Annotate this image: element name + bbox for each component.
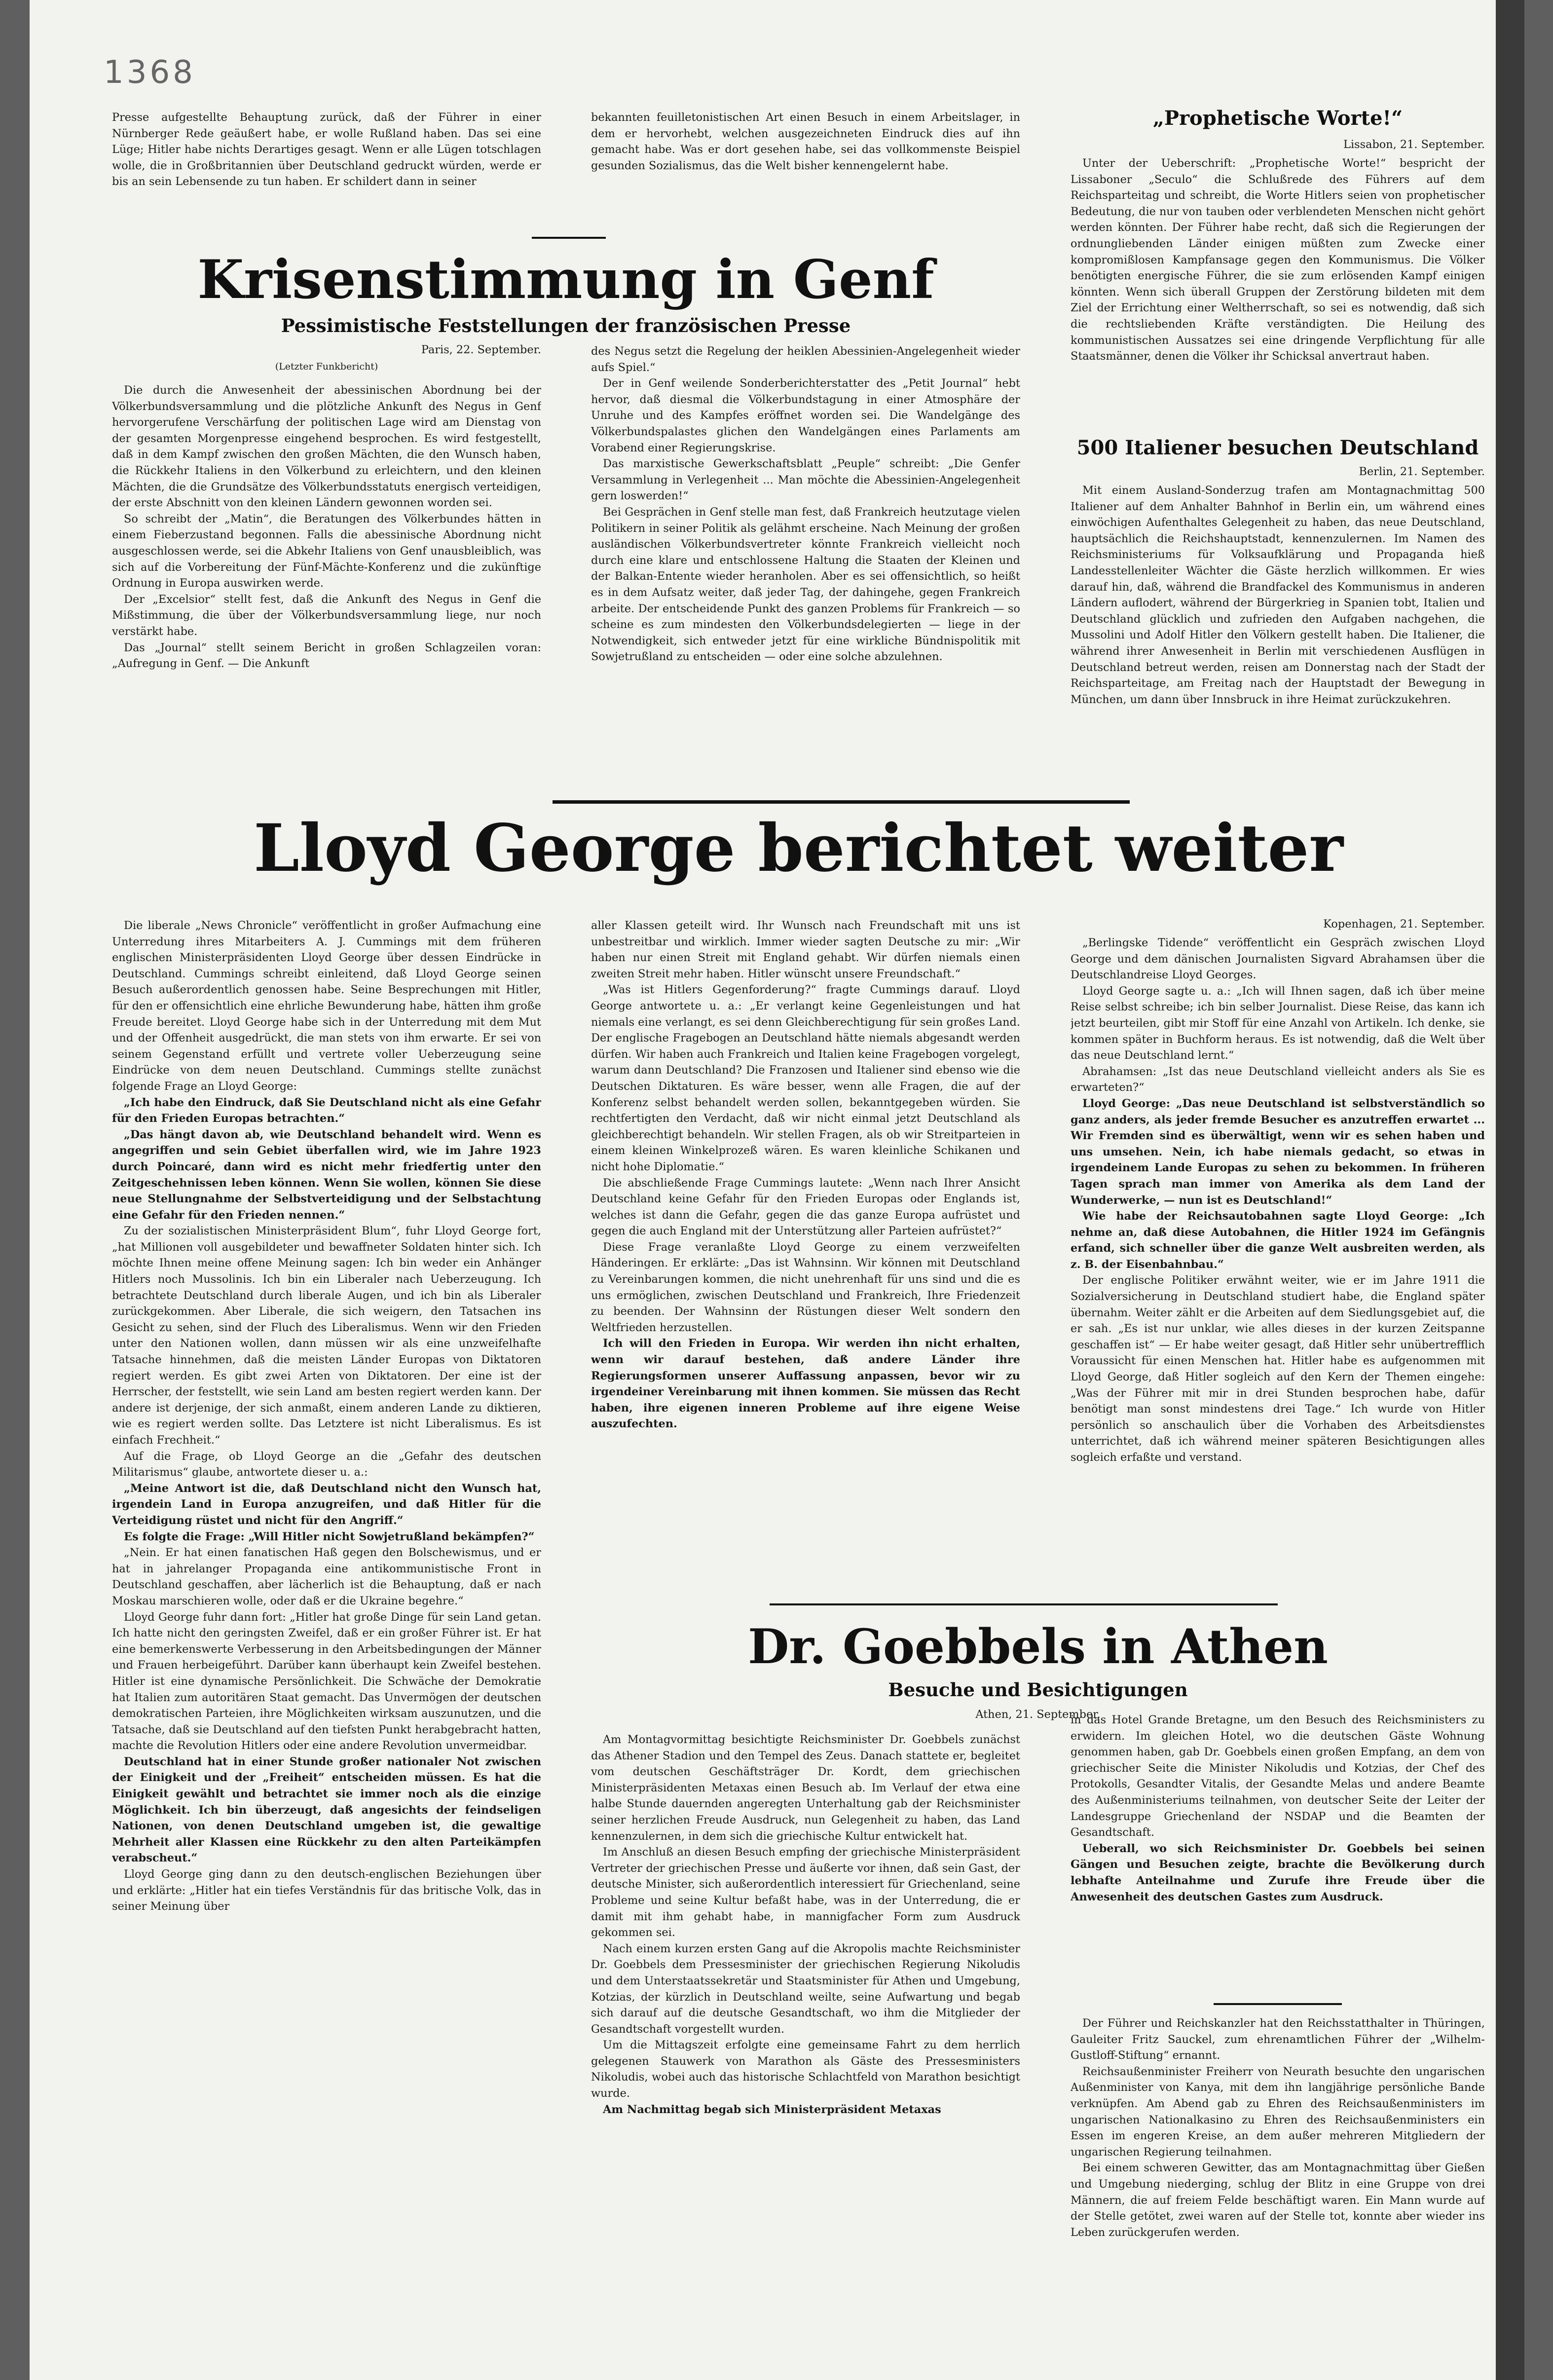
paragraph: Bei Gesprächen in Genf stelle man fest, daß Frankreich heutzutage vielen Politikern in seiner Politik als gelähmt erscheine. Nach Meinung der großen ausländischen Völkerbundsvertreter könnte Frankreich vielleicht noch durch eine klare und entschlossene Haltung die Staaten der Kleinen und der Balkan-Entente wieder heranholen. Aber es sei offensichtlich, so heißt es in dem Aufsatz weiter, daß jeder Tag, der dahingehe, gegen Frankreich arbeite. Der entscheidende Punkt des ganzen Problems für Frankreich — so scheine es zum mindesten den Völkerbundsdelegierten — liege in der Notwendigkeit, sich entweder jetzt für eine wirkliche Bündnispolitik mit Sowjetrußland zu entscheiden — oder eine solche abzulehnen. <box>591 505 1020 664</box>
paragraph: bekannten feuilletonistischen Art einen Besuch in einem Arbeitslager, in dem er hervorhebt, welchen ausgezeichneten Eindruck dies auf ihn gemacht habe. Was er dort gesehen habe, sei das vollkommenste Beispiel gesunden Sozialismus, das die Welt bisher kennengelernt habe. <box>591 111 1020 172</box>
paragraph: Lloyd George fuhr dann fort: „Hitler hat große Dinge für sein Land getan. Ich hatte nicht den geringsten Zweifel, daß er ein großer Führer ist. Er hat eine bemerkenswerte Verbesserung in den Arbeitsbedingungen der Männer und Frauen herbeigeführt. Darüber kann überhaupt kein Zweifel bestehen. Hitler ist eine dynamische Persönlichkeit. Die Schwäche der Demokratie hat Italien zum autoritären Staat gemacht. Das Unvermögen der deutschen demokratischen Parteien, ihre Möglichkeiten wirksam auszunutzen, und die Tatsache, daß sie Deutschland auf den tiefsten Punkt herabgebracht hatten, machte die Revolution Hitlers oder eine andere Revolution unvermeidbar. <box>112 1610 541 1752</box>
lloyd-column-2 <box>591 918 1020 1569</box>
divider-rule <box>1214 2003 1342 2005</box>
paragraph: Unter der Ueberschrift: „Prophetische Worte!“ bespricht der Lissaboner „Seculo“ die Schlußrede des Führers auf dem Reichsparteitag und schreibt, die Worte Hitlers seien von prophetischer Bedeutung, die nur von tauben oder verblendeten Menschen nicht gehört werden könnten. Der Führer habe recht, daß sich die Regierungen der ordnungliebenden Länder einigen müßten zum Zwecke einer kompromißlosen Kampfansage gegen den Kommunismus. Die Völker benötigten energische Führer, die sie zum erlösenden Kampf einigen könnten. Wenn sich überall Gruppen der Zerstörung bildeten mit dem Ziel der Errichtung einer Weltherrschaft, so sei es notwendig, daß sich die rechtsliebenden Kräfte verständigten. Die Heilung des kommunistischen Aussatzes sei eine dringende Verpflichtung für alle Staatsmänner, denen die Völker ihr Schicksal anvertraut haben. <box>1071 157 1485 363</box>
paragraph: Der in Genf weilende Sonderberichterstatter des „Petit Journal“ hebt hervor, daß diesmal die Völkerbundstagung in einer Atmosphäre der Unruhe und des Kampfes eröffnet worden sei. Die Wandelgänge des Völkerbundspalastes glichen den Wandelgängen eines Parlaments am Vorabend einer Regierungskrise. <box>591 377 1020 454</box>
paragraph: Diese Frage veranlaßte Lloyd George zu einem verzweifelten Händeringen. Er erklärte: „Das ist Wahnsinn. Wir können mit Deutschland zu Vereinbarungen kommen, die nicht unehrenhaft für uns sind und die es uns ermöglichen, zwischen Deutschland und Frankreich, Ihre Friedenzeit zu beenden. Der Wahnsinn der Rüstungen dieser Welt sondern den Weltfrieden herzustellen. <box>591 1240 1020 1334</box>
goebbels-column-1 <box>591 1732 1020 2274</box>
article-subheadline: Besuche und Besichtigungen <box>888 1679 1188 1701</box>
dateline: Athen, 21. September. <box>975 1708 1101 1721</box>
paragraph: „Das hängt davon ab, wie Deutschland behandelt wird. Wenn es angegriffen und sein Gebiet überfallen wird, wie im Jahre 1923 durch Poincaré, dann wird es nicht mehr friedfertig unter den Zeitgeschehnissen leben können. Wenn Sie wollen, können Sie diese neue Stellungnahme der Selbstverteidigung und der Selbstachtung eine Gefahr für den Frieden nennen.“ <box>112 1128 541 1222</box>
paragraph: Lloyd George: „Das neue Deutschland ist selbstverständlich so ganz anders, als jeder fremde Besucher es anzutreffen erwartet ... Wir Fremden sind es überwältigt, wenn wir es sehen haben und uns umsehen. Nein, ich habe niemals gedacht, so etwas in irgendeinem Lande Europas zu sehen zu bekommen. In früheren Tagen sprach man immer von Amerika als dem Land der Wunderwerke, — nun ist es Deutschland!“ <box>1071 1097 1485 1207</box>
report-note: (Letzter Funkbericht) <box>275 361 378 372</box>
paragraph: Das „Journal“ stellt seinem Bericht in großen Schlagzeilen voran: „Aufregung in Genf. — Die Ankunft <box>112 641 541 670</box>
divider-rule <box>532 237 606 239</box>
article-headline: 500 Italiener besuchen Deutschland <box>1076 436 1479 459</box>
dateline: Lissabon, 21. September. <box>1343 138 1485 151</box>
paragraph: Am Montagvormittag besichtigte Reichsminister Dr. Goebbels zunächst das Athener Stadion und den Tempel des Zeus. Danach stattete er, begleitet vom deutschen Geschäftsträger Dr. Kordt, dem griechischen Ministerpräsidenten Metaxas einen Besuch ab. Im Verlauf der etwa eine halbe Stunde dauernden angeregten Unterhaltung gab der Reichsminister seiner herzlichen Freude Ausdruck, nun Gelegenheit zu haben, das Land kennenzulernen, in dem sich die griechische Kultur entwickelt hat. <box>591 1733 1020 1843</box>
paragraph: Die liberale „News Chronicle“ veröffentlicht in großer Aufmachung eine Unterredung ihres Mitarbeiters A. J. Cummings mit dem früheren englischen Ministerpräsidenten Lloyd George über dessen Eindrücke in Deutschland. Cummings schreibt einleitend, daß Lloyd George seinen Besuch außerordentlich genossen habe. Seine Besprechungen mit Hitler, für den er offensichtlich eine ehrliche Bewunderung habe, hätten ihm große Freude bereitet. Lloyd George habe sich in der Unterredung mit dem Mut und der Offenheit ausgedrückt, die man stets von ihm erwarte. Er sei von seinem Gegenstand erfüllt und vertrete voller Ueberzeugung seine Eindrücke von dem neuen Deutschland. Cummings stellte zunächst folgende Frage an Lloyd George: <box>112 919 541 1093</box>
paragraph: Um die Mittagszeit erfolgte eine gemeinsame Fahrt zu dem herrlich gelegenen Stauwerk von Marathon als Gäste des Pressesministers Nikoludis, wobei auch das historische Schlachtfeld von Marathon besichtigt wurde. <box>591 2039 1020 2100</box>
paragraph: Ueberall, wo sich Reichsminister Dr. Goebbels bei seinen Gängen und Besuchen zeigte, brachte die Bevölkerung durch lebhafte Anteilnahme und Zurufe ihre Freude über die Anwesenheit des deutschen Gastes zum Ausdruck. <box>1071 1842 1485 1903</box>
paragraph: Der Führer und Reichskanzler hat den Reichsstatthalter in Thüringen, Gauleiter Fritz Sauckel, zum ehrenamtlichen Führer der „Wilhelm-Gustloff-Stiftung“ ernannt. <box>1071 2017 1485 2062</box>
divider-rule <box>553 800 1130 804</box>
paragraph: Auf die Frage, ob Lloyd George an die „Gefahr des deutschen Militarismus“ glaube, antwortete dieser u. a.: <box>112 1450 541 1479</box>
paragraph: Wie habe der Reichsautobahnen sagte Lloyd George: „Ich nehme an, daß diese Autobahnen, die Hitler 1924 im Gefängnis erfand, sich schneller über die ganze Welt ausbreiten werden, als z. B. der Eisenbahnbau.“ <box>1071 1210 1485 1271</box>
top-continuation-column-1 <box>112 110 541 223</box>
paragraph: Nach einem kurzen ersten Gang auf die Akropolis machte Reichsminister Dr. Goebbels dem Pressesminister der griechischen Regierung Nikoludis und dem Unterstaatssekretär und Staatsminister für Athen und Umgebung, Kotzias, der kürzlich in Deutschland weilte, seine Aufwartung und begab sich darauf auf die deutsche Gesandtschaft, wo ihm die Mitglieder der Gesandtschaft vorgestellt wurden. <box>591 1942 1020 2036</box>
paragraph: „Berlingske Tidende“ veröffentlicht ein Gespräch zwischen Lloyd George und dem dänischen Journalisten Sigvard Abrahamsen über die Deutschlandreise Lloyd Georges. <box>1071 936 1485 982</box>
paragraph: aller Klassen geteilt wird. Ihr Wunsch nach Freundschaft mit uns ist unbestreitbar und wirklich. Immer wieder sagten Deutsche zu mir: „Wir haben nur einen Streit mit England gehabt. Wir dürfen niemals einen zweiten Streit mehr haben. Hitler wünscht unsere Freundschaft.“ <box>591 919 1020 980</box>
lloyd-column-3 <box>1071 935 1485 1594</box>
article-headline: Lloyd George berichtet weiter <box>254 810 1343 887</box>
krisen-column-1 <box>112 382 541 782</box>
paragraph: des Negus setzt die Regelung der heiklen Abessinien-Angelegenheit wieder aufs Spiel.“ <box>591 345 1020 374</box>
prophet-article-column <box>1071 155 1485 424</box>
paragraph: Die durch die Anwesenheit der abessinischen Abordnung bei der Völkerbundsversammlung und die plötzliche Ankunft des Negus in Genf hervorgerufene Verschärfung der politischen Lage wird am Dienstag von der gesamten Morgenpresse eingehend besprochen. Es wird festgestellt, daß in dem Kampf zwischen den großen Mächten, die den Wunsch haben, die Rückkehr Italiens in den Völkerbund zu erleichtern, und den kleinen Mächten, die die Grundsätze des Völkerbundsstatuts energisch verteidigen, der erste Abschnitt von den kleinen Ländern gewonnen worden sei. <box>112 384 541 510</box>
paragraph: Ich will den Frieden in Europa. Wir werden ihn nicht erhalten, wenn wir darauf bestehen, daß andere Länder ihre Regierungsformen unserer Auffassung anpassen, bevor wir zu irgendeiner Vereinbarung mit ihnen kommen. Sie müssen das Recht haben, ihre eigenen inneren Probleme auf ihre eigene Weise auszufechten. <box>591 1337 1020 1431</box>
paragraph: Presse aufgestellte Behauptung zurück, daß der Führer in einer Nürnberger Rede geäußert habe, er wolle Rußland haben. Das sei eine Lüge; Hitler habe nichts Derartiges gesagt. Wenn er alle Lügen totschlagen wolle, die in Großbritannien über Deutschland gedruckt würden, werde er bis an sein Lebensende zu tun haben. Er schildert dann in seiner <box>112 111 541 188</box>
paragraph: „Ich habe den Eindruck, daß Sie Deutschland nicht als eine Gefahr für den Frieden Europas betrachten.“ <box>112 1096 541 1125</box>
divider-rule <box>770 1603 1278 1605</box>
dateline: Kopenhagen, 21. September. <box>1323 918 1485 930</box>
article-headline: „Prophetische Worte!“ <box>1152 107 1403 130</box>
lloyd-column-1 <box>112 918 541 2260</box>
paragraph: „Was ist Hitlers Gegenforderung?“ fragte Cummings darauf. Lloyd George antwortete u. a.: „Er verlangt keine Gegenleistungen und hat niemals eine verlangt, es sei denn Gleichberechtigung für sein großes Land. Der englische Fragebogen an Deutschland hätte niemals abgesandt werden dürfen. Wir haben auch Frankreich und Italien keine Fragebogen vorgelegt, warum dann Deutschland? Die Franzosen und Italiener sind ebenso wie die Deutschen Diktaturen. Es wäre besser, wenn alle Fragen, die auf der Konferenz selbst behandelt werden sollen, bekanntgegeben würden. Sie rechtfertigten den Verdacht, daß wir nicht einmal jetzt Deutschland als gleichberechtigt behandeln. Wir stellen Fragen, als ob wir Streitparteien in einem kleinen Winkelprozeß wären. Es waren kleinliche Schikanen und nicht hohe Diplomatie.“ <box>591 983 1020 1173</box>
paragraph: Der englische Politiker erwähnt weiter, wie er im Jahre 1911 die Sozialversicherung in Deutschland studiert habe, die England später übernahm. Weiter zählt er die Arbeiten auf dem Siedlungsgebiet auf, die er sah. „Es ist nur unklar, wie alles dieses in der kurzen Zeitspanne geschaffen ist“ — Er habe weiter gesagt, daß Hitler sehr unübertrefflich Voraussicht für einen Menschen hat. Hitler habe es aufgenommen mit Lloyd George, daß Hitler sogleich auf den Kern der Themen eingehe: „Was der Führer mit mir in drei Stunden besprochen habe, dafür benötigt man sonst mindestens drei Tage.“ Ich wurde von Hitler persönlich so anschaulich über die Vorhaben des Arbeitsdienstes unterrichtet, daß ich während meiner späteren Besichtigungen alles sogleich erfaßte und verstand. <box>1071 1274 1485 1464</box>
page-edge-shadow <box>1496 0 1524 2380</box>
paragraph: Die abschließende Frage Cummings lautete: „Wenn nach Ihrer Ansicht Deutschland keine Gefahr für den Frieden Europas oder Englands ist, welches ist dann die Gefahr, gegen die das ganze Europa aufrüstet und gegen die auch England mit der Unterstützung aller Parteien aufrüstet?“ <box>591 1176 1020 1238</box>
paragraph: Der „Excelsior“ stellt fest, daß die Ankunft des Negus in Genf die Mißstimmung, die über der Völkerbundsversammlung liege, nur noch verstärkt habe. <box>112 593 541 638</box>
paragraph: „Meine Antwort ist die, daß Deutschland nicht den Wunsch hat, irgendein Land in Europa anzugreifen, und daß Hitler für die Verteidigung rüstet und nicht für den Angriff.“ <box>112 1482 541 1527</box>
paragraph: Lloyd George ging dann zu den deutsch-englischen Beziehungen über und erklärte: „Hitler hat ein tiefes Verständnis für das britische Volk, das in seiner Meinung über <box>112 1868 541 1913</box>
paragraph: Deutschland hat in einer Stunde großer nationaler Not zwischen der Einigkeit und der „Freiheit“ entscheiden müssen. Es hat die Einigkeit gewählt und betrachtet sie immer noch als die einzige Möglichkeit. Ich bin überzeugt, daß angesichts der feindseligen Nationen, von denen Deutschland umgeben ist, die gewaltige Mehrheit aller Klassen eine Rückkehr zu den alten Parteikämpfen verabscheut.“ <box>112 1755 541 1865</box>
goebbels-column-2 <box>1071 1712 1485 1988</box>
paragraph: Im Anschluß an diesen Besuch empfing der griechische Ministerpräsident Vertreter der griechischen Presse und äußerte vor ihnen, daß sein Gast, der deutsche Minister, sich außerordentlich interessiert für Griechenland, seine Probleme und seine Kultur befaßt habe, was in der Unterredung, die er damit mit ihm gehabt habe, in mannigfacher Form zum Ausdruck gekommen sei. <box>591 1846 1020 1939</box>
paragraph: Zu der sozialistischen Ministerpräsident Blum“, fuhr Lloyd George fort, „hat Millionen voll ausgebildeter und bewaffneter Soldaten hinter sich. Ich möchte Ihnen meine offene Meinung sagen: Ich bin weder ein Anhänger Hitlers noch Mussolinis. Ich bin ein Liberaler nach Ueberzeugung. Ich betrachtete Deutschland durch liberale Augen, und ich bin als Liberaler zurückgekommen. Aber Liberale, die sich weigern, den Tatsachen ins Gesicht zu sehen, sind der Fluch des Liberalismus. Wenn wir den Frieden unter den Nationen wollen, dann müssen wir als eine unzweifelhafte Tatsache hinnehmen, daß die meisten Länder Europas von Diktatoren regiert werden. Es gibt zwei Arten von Diktatoren. Der eine ist der Herrscher, der feststellt, wie sein Land am besten regiert werden kann. Der andere ist derjenige, der sich anmaßt, einem anderen Lande zu diktieren, wie es regiert werden sollte. Das Letztere ist nicht Liberalismus. Es ist einfach Frechheit.“ <box>112 1225 541 1447</box>
article-headline: Dr. Goebbels in Athen <box>748 1619 1328 1674</box>
paragraph: Das marxistische Gewerkschaftsblatt „Peuple“ schreibt: „Die Genfer Versammlung in Verlegenheit ... Man möchte die Abessinien-Angelegenheit gern loswerden!“ <box>591 457 1020 503</box>
paragraph: in das Hotel Grande Bretagne, um den Besuch des Reichsministers zu erwidern. Im gleichen Hotel, wo die deutschen Gäste Wohnung genommen haben, gab Dr. Goebbels einen großen Empfang, an dem von griechischer Seite die Minister Nikoludis und Kotzias, der Chef des Protokolls, Gesandter Vitalis, der Gesandte Melas und andere Beamte des Außenministeriums teilnahmen, von deutscher Seite der Leiter der Landesgruppe Griechenland der NSDAP und die Beamten der Gesandtschaft. <box>1071 1713 1485 1839</box>
paragraph: Abrahamsen: „Ist das neue Deutschland vielleicht anders als Sie es erwarteten?“ <box>1071 1065 1485 1094</box>
paragraph: Bei einem schweren Gewitter, das am Montagnachmittag über Gießen und Umgebung niederging, schlug der Blitz in eine Gruppe von drei Männern, die auf freiem Felde beschäftigt waren. Ein Mann wurde auf der Stelle getötet, zwei waren auf der Stelle tot, konnte aber wieder ins Leben zurückgerufen werden. <box>1071 2161 1485 2239</box>
italiener-article-column <box>1071 483 1485 783</box>
paragraph: „Nein. Er hat einen fanatischen Haß gegen den Bolschewismus, und er hat in jahrelanger Propaganda eine antikommunistische Front in Deutschland geschaffen, aber lächerlich ist die Behauptung, daß er nach Moskau marschieren wolle, oder daß er die Ukraine begehre.“ <box>112 1546 541 1607</box>
paragraph: Es folgte die Frage: „Will Hitler nicht Sowjetrußland bekämpfen?“ <box>124 1530 535 1543</box>
newspaper-page <box>30 0 1524 2380</box>
dateline: Berlin, 21. September. <box>1359 465 1485 478</box>
article-subheadline: Pessimistische Feststellungen der französischen Presse <box>281 315 851 336</box>
paragraph: Mit einem Ausland-Sonderzug trafen am Montagnachmittag 500 Italiener auf dem Anhalter Bahnhof in Berlin ein, um während eines einwöchigen Aufenthaltes Gelegenheit zu haben, das neue Deutschland, hauptsächlich die Reichshauptstadt, kennenzulernen. Im Namen des Reichsministeriums für Volksaufklärung und Propaganda hieß Landesstellenleiter Wächter die Gäste herzlich willkommen. Er wies darauf hin, daß, während die Brandfackel des Kommunismus in anderen Ländern auflodert, während der Bürgerkrieg in Spanien tobt, Italien und Deutschland glücklich und zufrieden den Aufgaben nachgehen, die Mussolini und Adolf Hitler den Völkern gestellt haben. Die Italiener, die während ihrer Anwesenheit in Berlin mit verschiedenen Ausflügen in Deutschland betreut werden, reisen am Donnerstag nach der Stadt der Reichsparteitage, am Freitag nach der Hauptstadt der Bewegung in München, um dann über Innsbruck in ihre Heimat zurückzukehren. <box>1071 484 1485 706</box>
dateline: Paris, 22. September. <box>421 343 541 356</box>
article-headline: Krisenstimmung in Genf <box>197 249 934 311</box>
paragraph: Lloyd George sagte u. a.: „Ich will Ihnen sagen, daß ich über meine Reise selbst schreibe; ich bin selber Journalist. Diese Reise, das kann ich jetzt beurteilen, gibt mir Stoff für eine Anzahl von Artikeln. Ich denke, sie kommen später in Buchform heraus. Es ist notwendig, daß die Welt über das neue Deutschland lernt.“ <box>1071 984 1485 1062</box>
paragraph: Am Nachmittag begab sich Ministerpräsident Metaxas <box>603 2103 941 2116</box>
top-continuation-column-2 <box>591 110 1020 223</box>
paragraph: Reichsaußenminister Freiherr von Neurath besuchte den ungarischen Außenminister von Kanya, mit dem ihn langjährige persönliche Bande verknüpfen. Am Abend gab zu Ehren des Reichsaußenministers im ungarischen Nationalkasino zu Ehren des Reichsaußenministers ein Essen im engeren Kreise, an dem außer mehreren Mitgliedern der ungarischen Regierung teilnahmen. <box>1071 2065 1485 2158</box>
krisen-column-2 <box>591 343 1020 782</box>
paragraph: So schreibt der „Matin“, die Beratungen des Völkerbundes hätten in einem Fieberzustand begonnen. Falls die abessinische Abordnung nicht ausgeschlossen werde, sei die Abkehr Italiens von Genf unausbleiblich, was sich auf die Vorbereitung der Fünf-Mächte-Konferenz und die zukünftige Ordnung in Europa auswirken werde. <box>112 512 541 590</box>
short-notices-column <box>1071 2015 1485 2272</box>
page-number: 1368 <box>104 54 196 91</box>
